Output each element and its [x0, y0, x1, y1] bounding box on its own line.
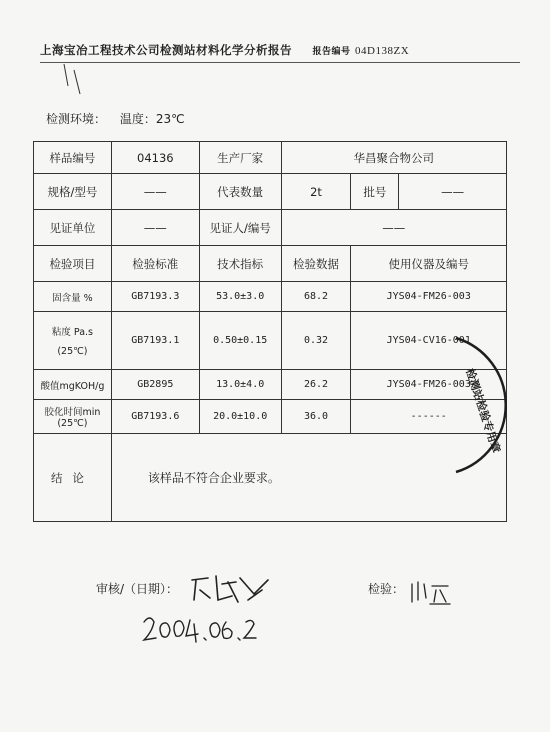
pen-scratch-mark: [60, 62, 90, 102]
test-standard: GB7193.6: [111, 400, 199, 434]
environment-value: 温度：23℃: [119, 112, 185, 126]
spec-value: ——: [111, 174, 199, 210]
reviewer-signature: [188, 570, 278, 610]
batch-value: ——: [399, 174, 507, 210]
test-data: 36.0: [281, 400, 351, 434]
review-label: 审核/（日期）：: [96, 582, 179, 596]
info-row: [34, 142, 507, 174]
item-name: 固含量 %: [52, 292, 93, 304]
test-data: 68.2: [281, 282, 351, 312]
test-environment: [46, 110, 195, 127]
quantity-value: 2t: [281, 174, 351, 210]
spec-label: 规格/型号: [34, 174, 112, 210]
batch-label: 批号: [351, 174, 399, 210]
maker-label: 生产厂家: [199, 142, 281, 174]
column-header: 检验标准: [111, 246, 199, 282]
report-number-label: 报告编号: [312, 47, 351, 57]
test-item: [34, 370, 112, 400]
conclusion-label: 结论: [34, 434, 112, 522]
item-name: 酸值mgKOH/g: [40, 380, 105, 392]
table-header-row: [34, 246, 507, 282]
tech-spec: 53.0±3.0: [199, 282, 281, 312]
test-standard: GB7193.1: [111, 312, 199, 370]
witness-unit-label: 见证单位: [34, 210, 112, 246]
tech-spec: 13.0±4.0: [199, 370, 281, 400]
sample-no-label: 样品编号: [34, 142, 112, 174]
stamp-text: 检测站检验专用章: [463, 366, 503, 455]
instrument: JYS04-FM26-003: [351, 282, 507, 312]
test-data: 26.2: [281, 370, 351, 400]
column-header: 技术指标: [199, 246, 281, 282]
quantity-label: 代表数量: [199, 174, 281, 210]
tech-spec: 0.50±0.15: [199, 312, 281, 370]
item-condition: (25℃): [57, 418, 88, 429]
info-row: [34, 174, 507, 210]
report-header: [40, 42, 520, 63]
instrument: ------: [351, 400, 507, 434]
test-item: [34, 282, 112, 312]
witness-value: ——: [281, 210, 506, 246]
instrument: JYS04-FM26-003: [351, 370, 507, 400]
column-header: 检验数据: [281, 246, 351, 282]
review-date-handwritten: [140, 610, 270, 650]
witness-label: 见证人/编号: [199, 210, 281, 246]
environment-label: 检测环境：: [46, 112, 107, 126]
inspector-label: 检验：: [368, 582, 405, 596]
item-name: 粘度 Pa.s: [51, 327, 93, 338]
tech-spec: 20.0±10.0: [199, 400, 281, 434]
item-name: 胶化时间min: [44, 407, 101, 418]
test-item: [34, 312, 112, 370]
column-header: 检验项目: [34, 246, 112, 282]
sample-no-value: 04136: [111, 142, 199, 174]
instrument: JYS04-CV16-001: [351, 312, 507, 370]
report-number: 04D138ZX: [355, 45, 410, 57]
column-header: 使用仪器及编号: [351, 246, 507, 282]
test-standard: GB2895: [111, 370, 199, 400]
test-standard: GB7193.3: [111, 282, 199, 312]
info-row: [34, 210, 507, 246]
test-data: 0.32: [281, 312, 351, 370]
inspection-stamp: [436, 330, 536, 480]
inspector-signature: [408, 578, 458, 608]
table-row: [34, 282, 507, 312]
conclusion-text: 该样品不符合企业要求。: [111, 434, 506, 522]
item-condition: (25℃): [57, 346, 88, 357]
witness-unit-value: ——: [111, 210, 199, 246]
maker-value: 华昌聚合物公司: [281, 142, 506, 174]
report-title: 上海宝冶工程技术公司检测站材料化学分析报告: [40, 43, 292, 57]
test-item: [34, 400, 112, 434]
